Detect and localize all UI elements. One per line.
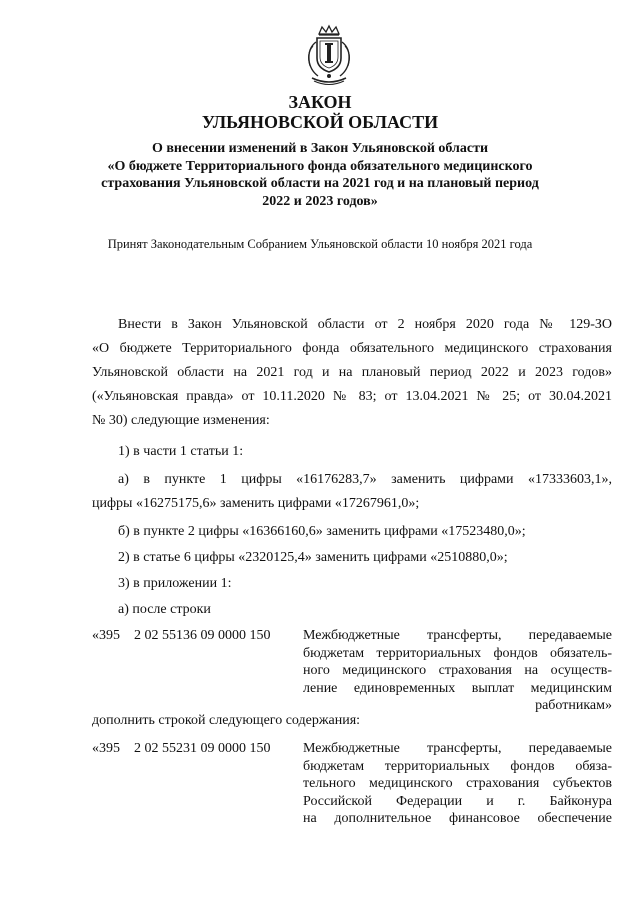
subtitle-line: «О бюджете Территориального фонда обязательного медицинского — [107, 158, 533, 174]
item-2 — [118, 546, 612, 570]
row-code: 2 02 55231 09 0000 150 — [134, 741, 271, 756]
budget-row-code — [92, 627, 271, 645]
item-1a — [92, 468, 612, 516]
item-1 — [118, 440, 612, 464]
item-3-text: 3) в приложении 1: — [118, 576, 232, 591]
item-1-text: 1) в части 1 статьи 1: — [118, 444, 244, 459]
item-1b — [118, 520, 612, 544]
law-title: ЗАКОН — [288, 92, 352, 112]
add-line: дополнить строкой следующего содержания: — [92, 713, 361, 728]
row-desc-line: Межбюджетные трансферты, передаваемые — [303, 741, 612, 756]
item-2-text: 2) в статье 6 цифры «2320125,4» заменить цифрами «2510880,0»; — [118, 550, 508, 565]
row-desc-line: бюджетам территориальных фондов обязатель- — [303, 645, 612, 661]
budget-row-code — [92, 740, 271, 758]
intro-line: «О бюджете Территориального фонда обязательного медицинского страхования — [92, 341, 612, 356]
item-3a — [118, 598, 612, 622]
row-desc-line: Российской Федерации и г. Байконура — [303, 793, 612, 809]
subtitle-line: О внесении изменений в Закон Ульяновской области — [151, 141, 489, 156]
item-1a-line: цифры «16275175,6» заменить цифрами «17267961,0»; — [92, 496, 420, 511]
item-3 — [118, 572, 612, 596]
law-subtitle — [100, 140, 540, 210]
item-1b-text: б) в пункте 2 цифры «16366160,6» заменить цифрами «17523480,0»; — [118, 524, 526, 539]
budget-row-description — [303, 740, 612, 828]
row-code: 2 02 55136 09 0000 150 — [134, 628, 271, 643]
subtitle-line: страхования Ульяновской области на 2021 год и на плановый период — [101, 176, 539, 191]
subtitle-line: 2022 и 2023 годов» — [262, 193, 378, 209]
row-desc-line: бюджетам территориальных фондов обяза- — [303, 758, 612, 774]
row-quote-code: «395 — [92, 741, 120, 756]
row-desc-line: работникам» — [535, 698, 612, 713]
row-desc-line: на дополнительное финансовое обеспечение — [303, 811, 612, 826]
intro-line: Ульяновской области на 2021 год и на плановый период 2022 и 2023 годов» — [92, 365, 612, 380]
row-desc-line: Межбюджетные трансферты, передаваемые — [303, 628, 612, 643]
coat-of-arms-icon — [302, 24, 356, 88]
budget-row-description — [303, 627, 612, 715]
adoption-note: Принят Законодательным Собранием Ульяновской области 10 ноября 2021 года — [107, 237, 533, 251]
intro-line: Внести в Закон Ульяновской области от 2 ноября 2020 года № 129-ЗО — [118, 317, 612, 332]
row-desc-line: ного медицинского страхования на осуществ- — [303, 663, 612, 678]
intro-line: («Ульяновская правда» от 10.11.2020 № 83; от 13.04.2021 № 25; от 30.04.2021 — [92, 389, 612, 404]
row-quote-code: «395 — [92, 628, 120, 643]
intro-paragraph — [92, 313, 612, 433]
law-region: УЛЬЯНОВСКОЙ ОБЛАСТИ — [201, 112, 439, 132]
item-1a-line: а) в пункте 1 цифры «16176283,7» заменить цифрами «17333603,1», — [118, 472, 612, 487]
intro-line: № 30) следующие изменения: — [92, 413, 270, 428]
row-desc-line: ление единовременных выплат медицинским — [303, 680, 612, 696]
row-desc-line: тельного медицинского страхования субъектов — [303, 776, 612, 791]
item-3a-text: а) после строки — [118, 602, 211, 617]
